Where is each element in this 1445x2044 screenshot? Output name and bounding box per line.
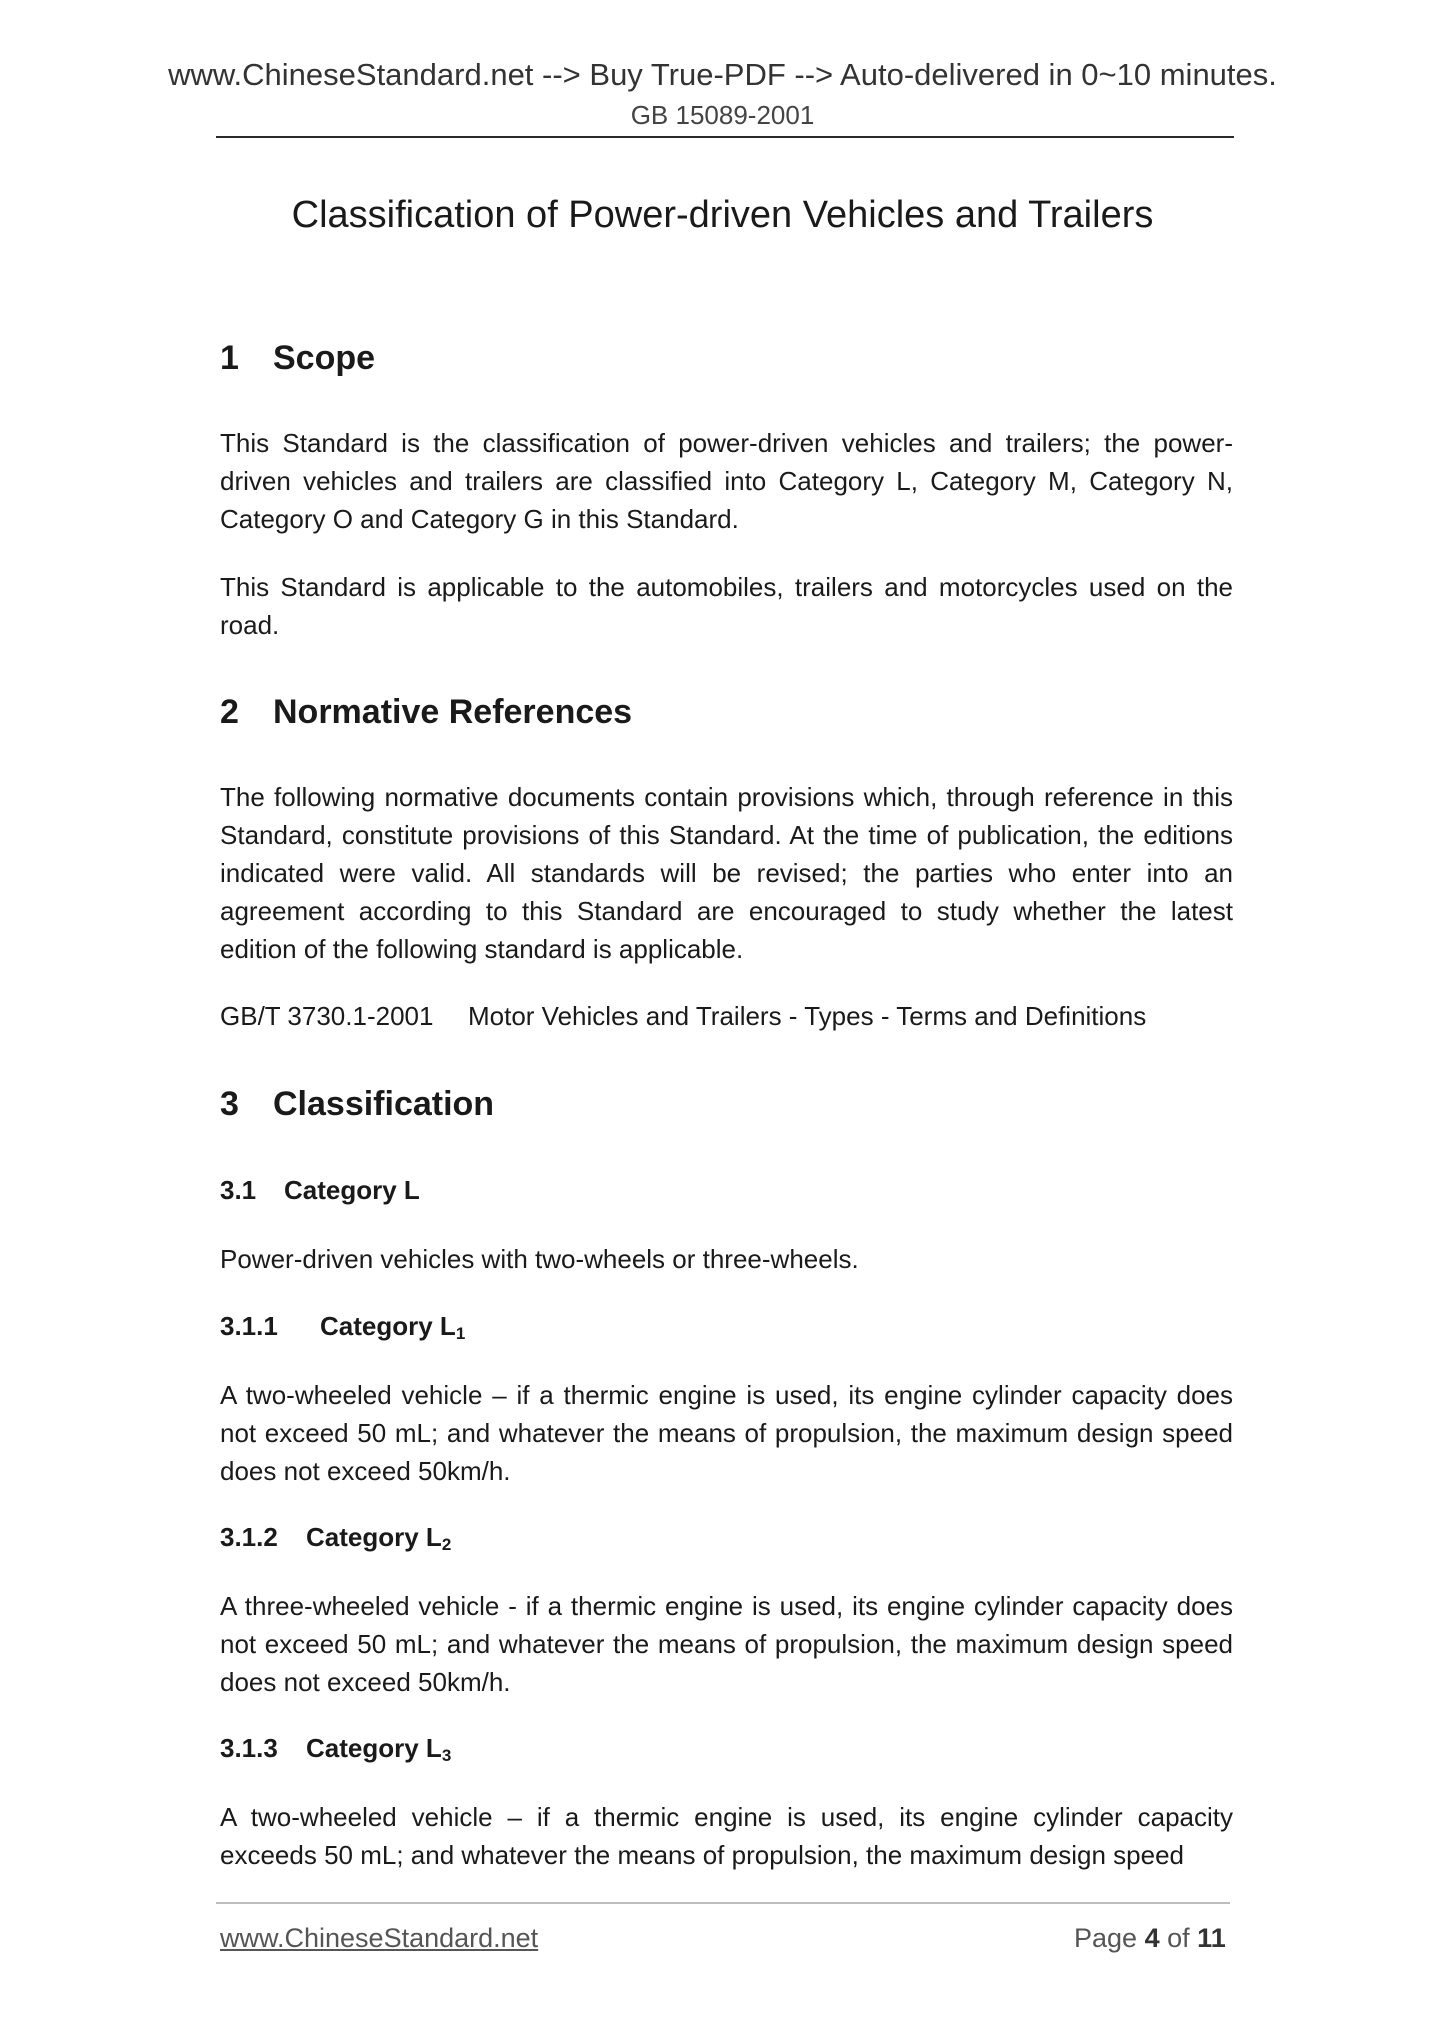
header-divider [216, 136, 1234, 138]
clause-heading-category-l1 [220, 1308, 465, 1352]
page-header [0, 55, 1445, 131]
clause-subscript: 1 [455, 1324, 466, 1343]
header-doc-code: GB 15089-2001 [630, 100, 815, 130]
reference-entry [220, 997, 1146, 1035]
category-l1-description: A two-wheeled vehicle – if a thermic engine is used, its engine cylinder capacity does not exceed 50 mL; and whatever the means of propulsion, the maximum design speed does not exceed 50km/h. [220, 1380, 1233, 1486]
category-l2-description: A three-wheeled vehicle - if a thermic engine is used, its engine cylinder capacity does not exceed 50 mL; and whatever the means of propulsion, the maximum design speed does not exceed 50km/h. [220, 1591, 1233, 1697]
scope-paragraph-2: This Standard is applicable to the automobiles, trailers and motorcycles used on the road. [220, 572, 1233, 640]
document-title: Classification of Power-driven Vehicles and Trailers [291, 194, 1154, 236]
footer-divider [216, 1902, 1230, 1904]
clause-heading-category-l3 [220, 1730, 451, 1774]
section-heading-classification [220, 1082, 494, 1126]
page-of-label: of [1167, 1923, 1190, 1953]
category-l3-description: A two-wheeled vehicle – if a thermic engine is used, its engine cylinder capacity exceeds 50 mL; and whatever the means of propulsion, the maximum design speed [220, 1802, 1233, 1870]
clause-heading-category-l2 [220, 1519, 451, 1563]
reference-title: Motor Vehicles and Trailers - Types - Terms and Definitions [468, 1001, 1147, 1031]
clause-title: Category L [320, 1311, 456, 1341]
header-banner: www.ChineseStandard.net --> Buy True-PDF --> Auto-delivered in 0~10 minutes. [168, 57, 1277, 92]
clause-title: Category L [306, 1733, 442, 1763]
page-label: Page [1074, 1923, 1138, 1953]
section-title: Scope [273, 339, 376, 377]
section-title: Classification [273, 1085, 495, 1123]
subsection-title: Category L [284, 1175, 420, 1205]
footer-website-link[interactable]: www.ChineseStandard.net [220, 1923, 539, 1953]
normative-paragraph: The following normative documents contain provisions which, through reference in this Standard, constitute provisions of this Standard. At the time of publication, the editions indicated were valid. All standards will be revised; the parties who enter into an agreement according to this Standard are encouraged to study whether the latest edition of the following standard is applicable. [220, 782, 1233, 964]
clause-title: Category L [306, 1522, 442, 1552]
subsection-number: 3.1 [220, 1175, 257, 1205]
current-page-number: 4 [1144, 1923, 1160, 1953]
section-heading-normative-references [220, 690, 632, 734]
subsection-heading-category-l [220, 1172, 420, 1208]
section-number: 2 [220, 693, 239, 731]
category-l-description: Power-driven vehicles with two-wheels or three-wheels. [220, 1244, 859, 1274]
section-number: 3 [220, 1085, 239, 1123]
total-pages-number: 11 [1197, 1923, 1226, 1953]
section-heading-scope [220, 336, 375, 380]
clause-subscript: 3 [441, 1746, 452, 1765]
scope-paragraph-1: This Standard is the classification of power-driven vehicles and trailers; the power-driven vehicles and trailers are classified into Category L, Category M, Category N, Category O and Category G in this Standard. [220, 428, 1233, 534]
section-number: 1 [220, 339, 239, 377]
clause-number: 3.1.1 [220, 1311, 278, 1341]
section-title: Normative References [273, 693, 633, 731]
clause-subscript: 2 [441, 1535, 452, 1554]
clause-number: 3.1.2 [220, 1522, 278, 1552]
clause-number: 3.1.3 [220, 1733, 278, 1763]
page-indicator [1074, 1920, 1226, 1956]
reference-code: GB/T 3730.1-2001 [220, 1001, 434, 1031]
